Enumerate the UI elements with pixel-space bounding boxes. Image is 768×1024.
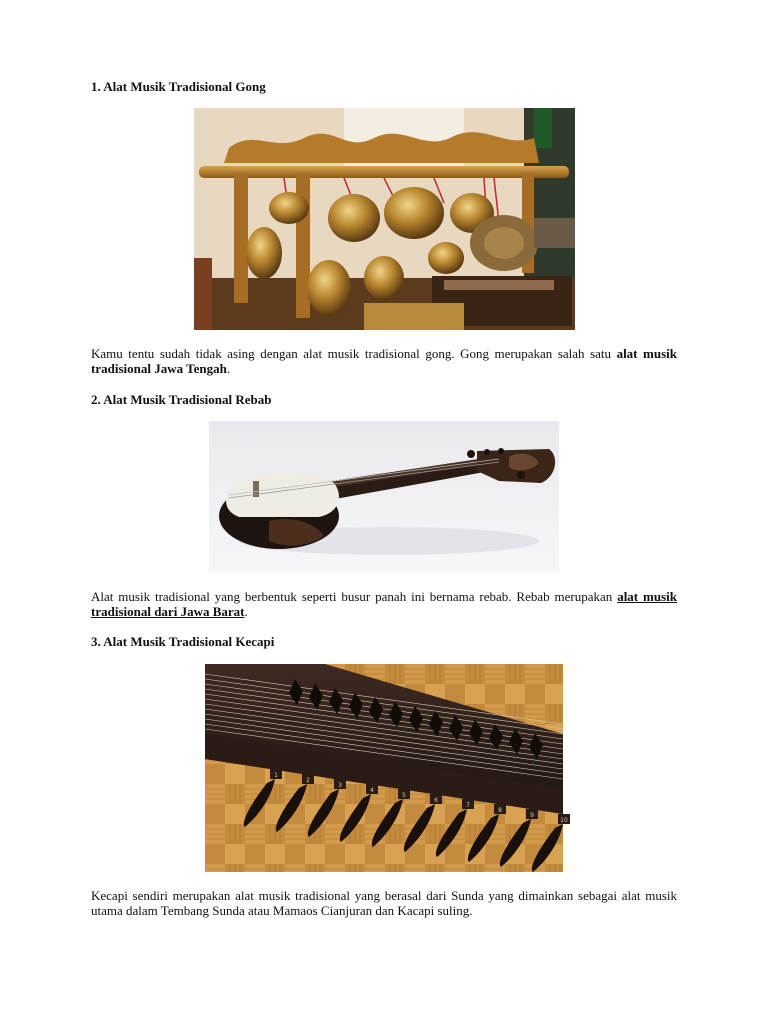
kecapi-peg-number: 2 — [306, 777, 310, 784]
kecapi-peg-number: 5 — [402, 792, 406, 799]
paragraph-rebab — [91, 589, 677, 619]
bold-phrase-jawa-tengah: alat musik tradisional Jawa Tengah — [91, 346, 678, 376]
paragraph-kecapi: Kecapi sendiri merupakan alat musik tradisional yang berasal dari Sunda yang dimainkan sebagai alat musik utama dalam Tembang Sunda atau Mamaos Cianjuran dan Kacapi suling. — [91, 888, 677, 918]
kecapi-peg-number: 8 — [498, 807, 502, 814]
heading-rebab: 2. Alat Musik Tradisional Rebab — [91, 392, 272, 407]
kecapi-peg-number: 10 — [560, 817, 568, 824]
heading-kecapi: 3. Alat Musik Tradisional Kecapi — [91, 634, 275, 649]
heading-gong: 1. Alat Musik Tradisional Gong — [91, 79, 266, 94]
paragraph-gong — [91, 346, 677, 376]
kecapi-peg-number: 6 — [434, 797, 438, 804]
link-jawa-barat[interactable]: alat musik tradisional dari Jawa Barat — [91, 589, 677, 619]
paragraph-gong-text: Kamu tentu sudah tidak asing dengan alat musik tradisional gong. Gong merupakan salah satu — [91, 346, 617, 361]
rebab-photo — [209, 421, 559, 573]
kecapi-peg-number: 7 — [466, 802, 470, 809]
gong-photo — [194, 108, 575, 330]
paragraph-gong-end: . — [226, 361, 231, 376]
paragraph-rebab-end: . — [244, 604, 248, 619]
kecapi-peg-number: 9 — [530, 812, 534, 819]
kecapi-peg-number: 1 — [274, 772, 278, 779]
kecapi-peg-number: 3 — [338, 782, 342, 789]
kecapi-peg-number: 4 — [370, 787, 374, 794]
kecapi-photo — [205, 664, 568, 872]
paragraph-rebab-text: Alat musik tradisional yang berbentuk seperti busur panah ini bernama rebab. Rebab merupakan — [91, 589, 618, 604]
